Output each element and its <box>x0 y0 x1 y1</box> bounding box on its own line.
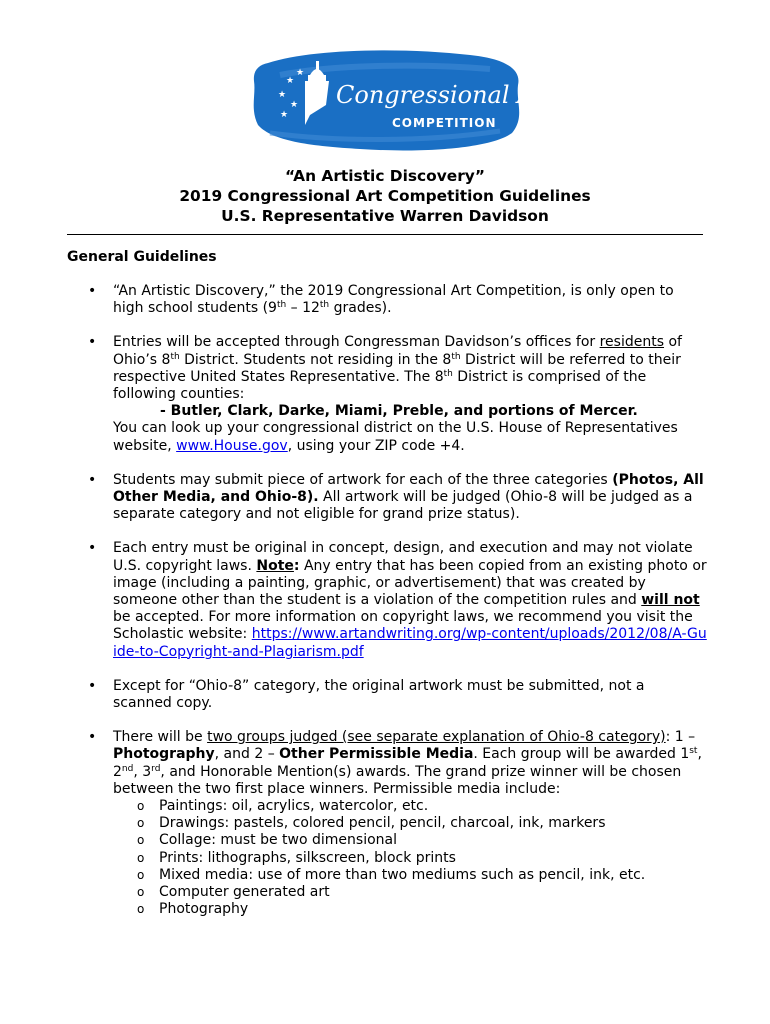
svg-text:★: ★ <box>280 110 289 120</box>
congressional-art-competition-logo <box>250 45 556 155</box>
bullet-icon: • <box>88 677 97 694</box>
logo-script-text: Congressional Art <box>336 81 556 109</box>
title-line-1: “An Artistic Discovery” <box>285 167 485 185</box>
permissible-media-list <box>113 798 707 918</box>
bullet-icon: • <box>88 334 97 351</box>
bullet-icon: • <box>88 729 97 746</box>
guideline-residency: • Entries will be accepted through Congressman Davidson’s offices for residents of Ohio’s 8th District. Students not residing in the 8th District will be referred to their respective United States Representative. The 8th District is comprised of the following counties: - Butler, Clark, Darke, Miami, Preble, and portions of Mercer. You can look up your congressional district on the U.S. House of Representatives website, www.House.gov, using your ZIP code +4. <box>67 334 707 454</box>
svg-text:★: ★ <box>290 100 299 110</box>
list-item: o Photography <box>137 901 249 918</box>
guidelines-list <box>67 283 707 936</box>
list-item: o Paintings: oil, acrylics, watercolor, etc. <box>137 798 429 815</box>
list-item: o Mixed media: use of more than two mediums such as pencil, ink, etc. <box>137 866 646 883</box>
house-gov-link[interactable]: www.House.gov <box>176 437 288 454</box>
title-line-2: 2019 Congressional Art Competition Guidelines <box>179 187 591 205</box>
bullet-icon: • <box>88 471 97 488</box>
copyright-guide-link[interactable]: https://www.artandwriting.org/wp-content/uploads/2012/08/A-Guide-to-Copyright-and-Plagiarism.pdf <box>113 626 707 660</box>
guideline-eligibility: • “An Artistic Discovery,” the 2019 Congressional Art Competition, is only open to high school students (9th – 12th grades). <box>88 283 674 317</box>
guideline-judging: • There will be two groups judged (see separate explanation of Ohio-8 category): 1 – Photography, and 2 – Other Permissible Media. Each group will be awarded 1st, 2nd, 3rd, and Honorable Mention(s) awards. The grand prize winner will be chosen between the two first place winners. Permissible media include: o Paintings: oil, acrylics, watercolor, etc. o Drawings: pastels, colored pencil, pencil, charcoal, ink, markers o Collage: must be two dimensional o Prints: lithographs, silkscreen, block prints o Mixed media: use of more than two mediums such as pencil, ink, etc. o Computer generated art o Photography <box>67 729 707 918</box>
list-item: o Collage: must be two dimensional <box>137 832 398 849</box>
title-line-3: U.S. Representative Warren Davidson <box>221 207 549 225</box>
svg-text:★: ★ <box>296 68 305 78</box>
document-title <box>0 166 770 226</box>
guideline-original-artwork: • Except for “Ohio-8” category, the original artwork must be submitted, not a scanned copy. <box>88 677 645 712</box>
county-list: - Butler, Clark, Darke, Miami, Preble, and portions of Mercer. <box>160 403 638 420</box>
title-divider <box>67 234 703 235</box>
svg-text:★: ★ <box>286 76 295 86</box>
section-heading: General Guidelines <box>67 249 217 265</box>
bullet-icon: • <box>88 283 97 299</box>
list-item: o Computer generated art <box>137 884 330 901</box>
logo-competition-label: COMPETITION <box>392 116 497 130</box>
guideline-copyright: • Each entry must be original in concept, design, and execution and may not violate U.S. copyright laws. Note: Any entry that has been copied from an existing photo or image (including a painting, graphic, or advertisement) that was created by someone other than the student is a violation of the competition rules and will not be accepted. For more information on copyright laws, we recommend you visit the Scholastic website: https://www.artandwriting.org/wp-content/uploads/2012/08/A-Guide-to-Copyright-and-Plagiarism.pdf <box>88 540 707 660</box>
list-item: o Drawings: pastels, colored pencil, pencil, charcoal, ink, markers <box>137 815 606 832</box>
guideline-categories: • Students may submit piece of artwork for each of the three categories (Photos, All Other Media, and Ohio-8). All artwork will be judged (Ohio-8 will be judged as a separate category and not eligible for grand prize status). <box>88 471 704 523</box>
bullet-icon: • <box>88 540 97 557</box>
list-item: o Prints: lithographs, silkscreen, block prints <box>137 849 456 866</box>
svg-text:★: ★ <box>278 90 287 100</box>
